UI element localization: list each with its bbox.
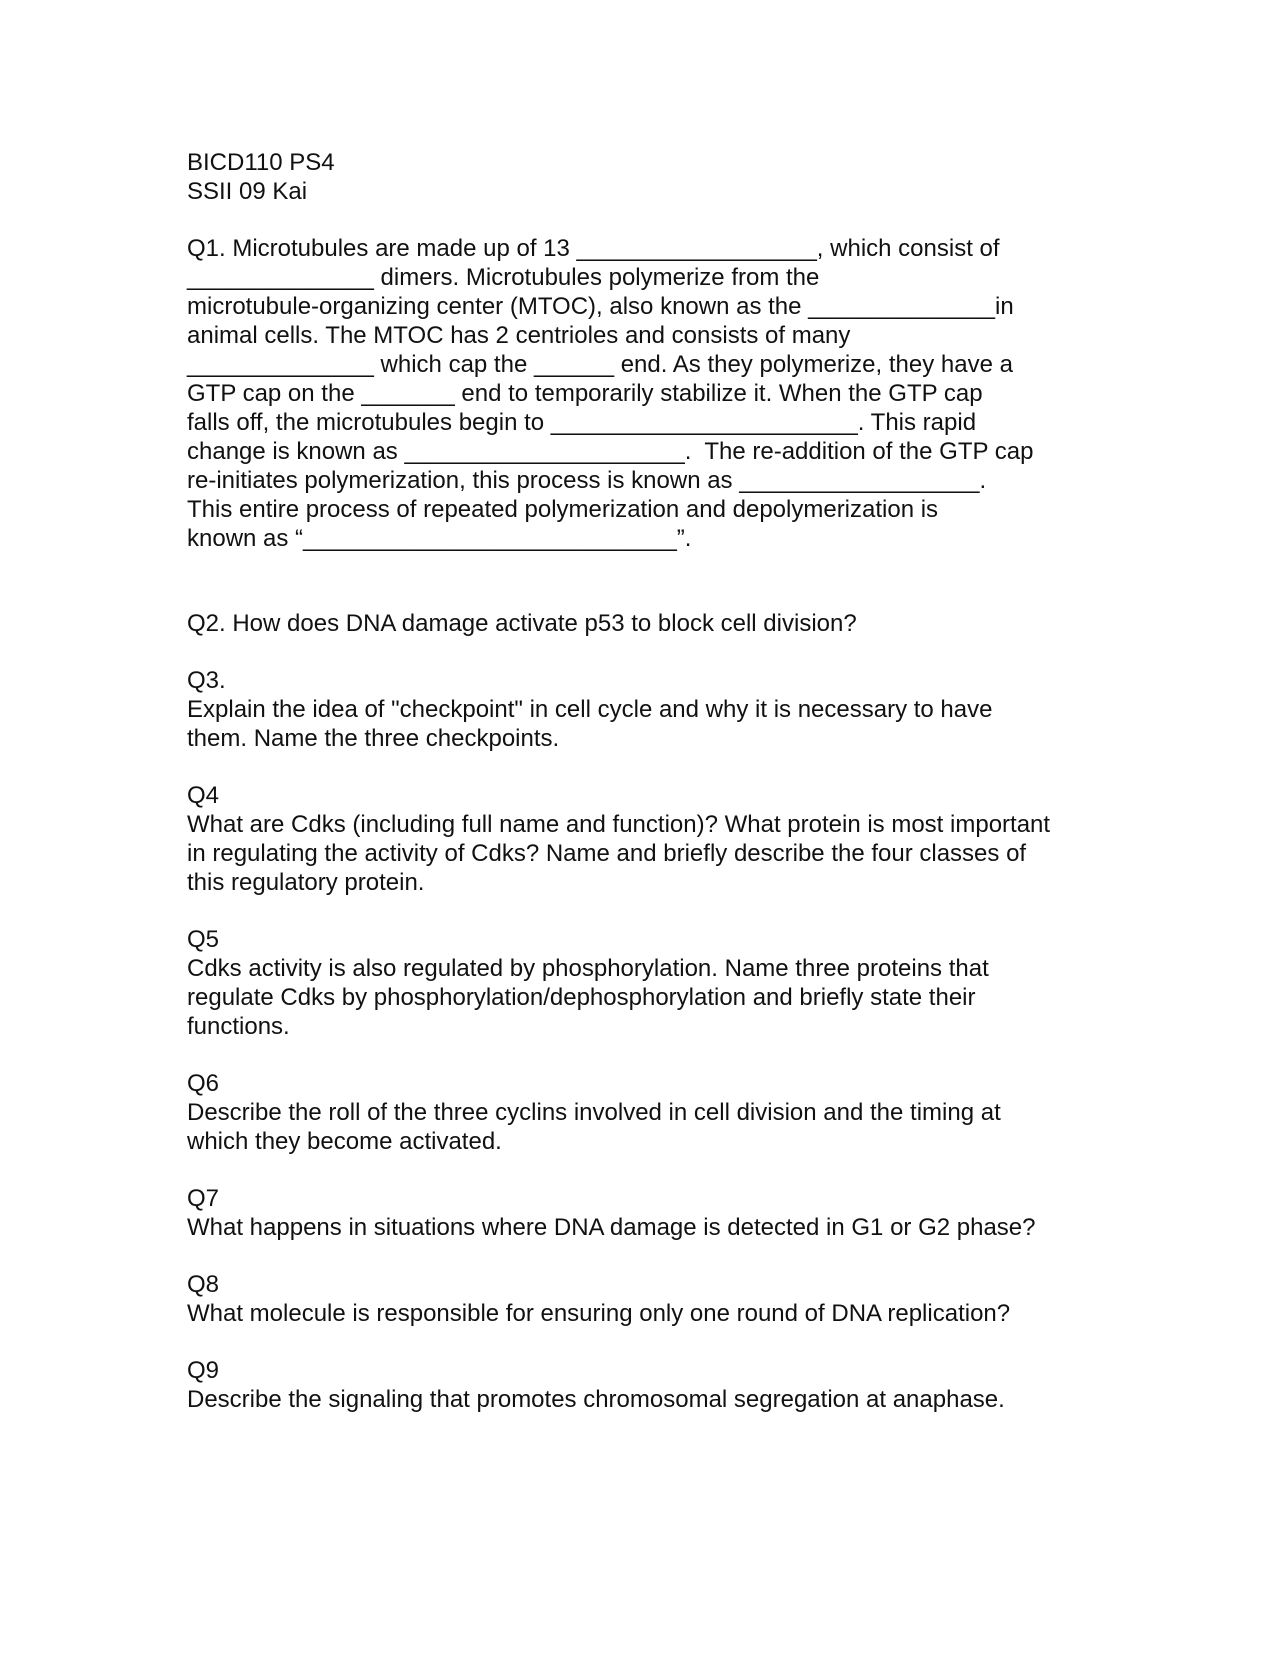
q2-text: Q2. How does DNA damage activate p53 to block cell division? (187, 610, 857, 637)
q1-line: ______________ which cap the ______ end. As they polymerize, they have a (187, 351, 1013, 378)
q1-line: change is known as _____________________. The re-addition of the GTP cap (187, 438, 1034, 465)
q8-line: What molecule is responsible for ensuring only one round of DNA replication? (187, 1300, 1011, 1327)
q4-line: this regulatory protein. (187, 869, 425, 896)
question-5 (187, 925, 1107, 1041)
q6-label: Q6 (187, 1070, 220, 1097)
q9-line: Describe the signaling that promotes chromosomal segregation at anaphase. (187, 1386, 1005, 1413)
q5-label: Q5 (187, 926, 220, 953)
session-label: SSII 09 Kai (187, 178, 308, 205)
q7-label: Q7 (187, 1185, 220, 1212)
document-header (187, 148, 1107, 206)
question-9 (187, 1356, 1107, 1414)
q4-label: Q4 (187, 782, 220, 809)
q1-line: microtubule-organizing center (MTOC), also known as the ______________in (187, 293, 1014, 320)
question-1 (187, 234, 1107, 553)
q5-line: regulate Cdks by phosphorylation/dephosphorylation and briefly state their (187, 984, 976, 1011)
question-2 (187, 609, 1107, 638)
q1-line: animal cells. The MTOC has 2 centrioles and consists of many (187, 322, 851, 349)
question-4 (187, 781, 1107, 897)
question-3 (187, 666, 1107, 753)
q1-line: Q1. Microtubules are made up of 13 __________________, which consist of (187, 235, 1000, 262)
q8-label: Q8 (187, 1271, 220, 1298)
q3-label: Q3. (187, 667, 226, 694)
q1-line: GTP cap on the _______ end to temporarily stabilize it. When the GTP cap (187, 380, 983, 407)
q5-line: Cdks activity is also regulated by phosphorylation. Name three proteins that (187, 955, 989, 982)
document-page (187, 148, 1107, 1414)
q4-line: What are Cdks (including full name and function)? What protein is most important (187, 811, 1051, 838)
q6-line: which they become activated. (187, 1128, 502, 1155)
q9-label: Q9 (187, 1357, 220, 1384)
question-7 (187, 1184, 1107, 1242)
q1-line: ______________ dimers. Microtubules polymerize from the (187, 264, 820, 291)
q7-line: What happens in situations where DNA damage is detected in G1 or G2 phase? (187, 1214, 1036, 1241)
q4-line: in regulating the activity of Cdks? Name and briefly describe the four classes of (187, 840, 1027, 867)
question-6 (187, 1069, 1107, 1156)
q3-line: them. Name the three checkpoints. (187, 725, 560, 752)
q6-line: Describe the roll of the three cyclins involved in cell division and the timing at (187, 1099, 1001, 1126)
course-title: BICD110 PS4 (187, 149, 335, 176)
q1-line: falls off, the microtubules begin to _______________________. This rapid (187, 409, 977, 436)
q3-line: Explain the idea of "checkpoint" in cell cycle and why it is necessary to have (187, 696, 993, 723)
q1-line: re-initiates polymerization, this process is known as __________________. (187, 467, 987, 494)
q1-line: known as “____________________________”. (187, 525, 692, 552)
question-8 (187, 1270, 1107, 1328)
q1-line: This entire process of repeated polymerization and depolymerization is (187, 496, 939, 523)
q5-line: functions. (187, 1013, 290, 1040)
